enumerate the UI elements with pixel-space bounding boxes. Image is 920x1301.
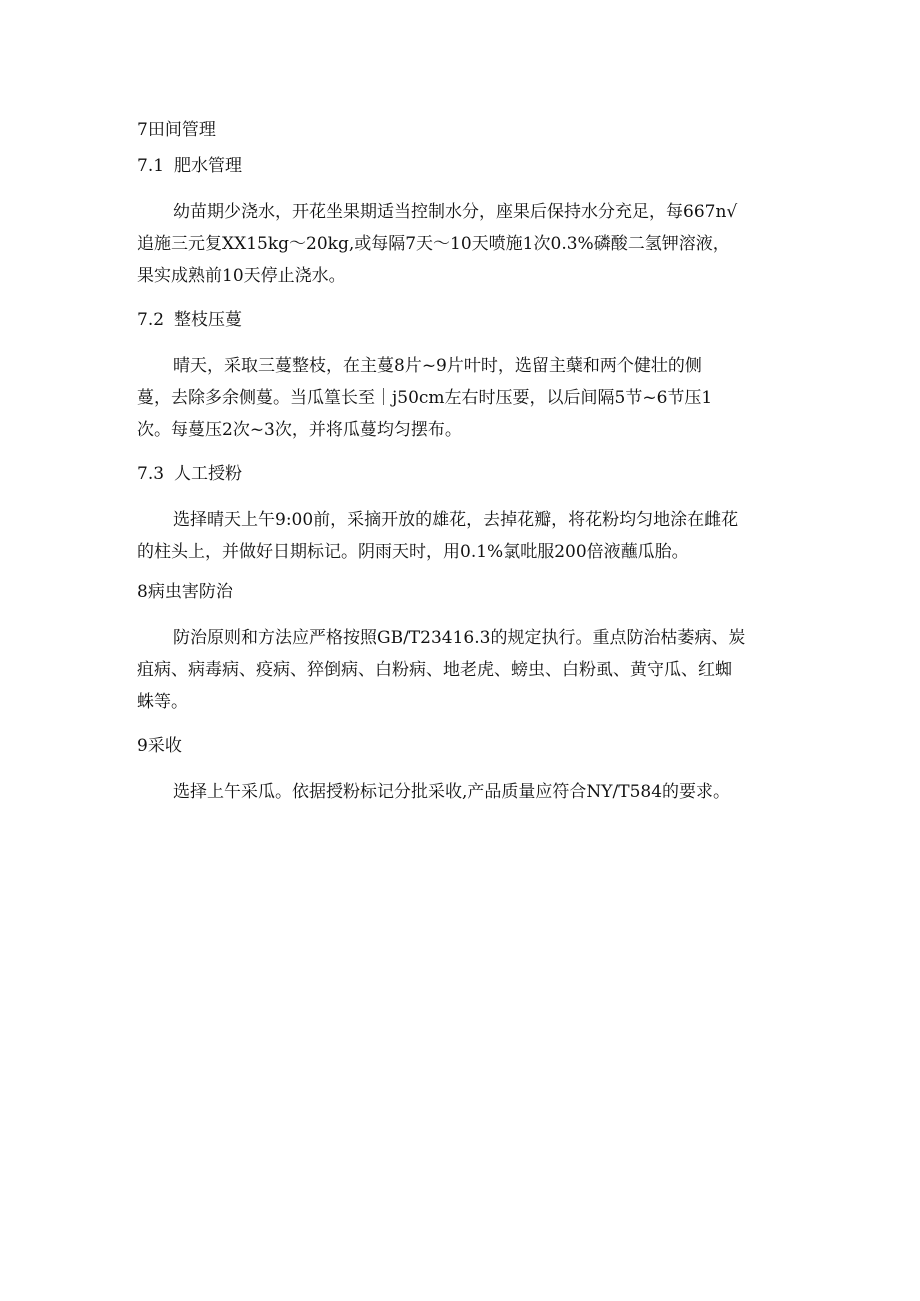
section-number: 7.1 bbox=[137, 156, 165, 176]
section-number: 7 bbox=[137, 120, 148, 140]
section-8-paragraph bbox=[137, 622, 787, 718]
paragraph-line: 幼苗期少浇水，开花坐果期适当控制水分，座果后保持水分充足，每667n√ bbox=[173, 202, 738, 222]
section-7-heading bbox=[137, 118, 216, 142]
section-9-heading bbox=[137, 734, 182, 758]
section-7-1-heading bbox=[137, 154, 242, 178]
paragraph-line: 追施三元复XX15kg～20kg,或每隔7天～10天喷施1次0.3%磷酸二氢钾溶液， bbox=[137, 234, 730, 254]
section-title: 整枝压蔓 bbox=[174, 310, 242, 330]
section-title: 人工授粉 bbox=[174, 464, 242, 484]
section-7-2-heading bbox=[137, 308, 242, 332]
section-title: 病虫害防治 bbox=[147, 582, 233, 602]
paragraph-line: 次。每蔓压2次~3次，并将瓜蔓均匀摆布。 bbox=[137, 420, 462, 440]
section-number: 9 bbox=[137, 736, 148, 756]
section-8-heading bbox=[137, 580, 233, 604]
section-title: 采收 bbox=[147, 736, 182, 756]
section-9-paragraph bbox=[137, 776, 787, 808]
section-7-1-paragraph bbox=[137, 196, 787, 292]
section-number: 7.3 bbox=[137, 464, 165, 484]
paragraph-line: 蛛等。 bbox=[137, 692, 188, 712]
paragraph-line: 选择晴天上午9:00前，采摘开放的雄花，去掉花瓣，将花粉均匀地涂在雌花 bbox=[173, 510, 739, 530]
section-title: 肥水管理 bbox=[174, 156, 242, 176]
section-7-3-paragraph bbox=[137, 504, 787, 568]
paragraph-line: 蔓，去除多余侧蔓。当瓜篁长至｜j50cm左右时压要，以后间隔5节~6节压1 bbox=[137, 388, 713, 408]
paragraph-line: 果实成熟前10天停止浇水。 bbox=[137, 266, 346, 286]
paragraph-line: 晴天，采取三蔓整枝，在主蔓8片~9片叶时，选留主蘖和两个健壮的侧 bbox=[173, 356, 702, 376]
paragraph-line: 防治原则和方法应严格按照GB/T23416.3的规定执行。重点防治枯萎病、炭 bbox=[173, 628, 746, 648]
section-title: 田间管理 bbox=[147, 120, 216, 140]
paragraph-line: 选择上午采瓜。依据授粉标记分批采收,产品质量应符合NY/T584的要求。 bbox=[173, 782, 731, 802]
paragraph-line: 疽病、病毒病、疫病、猝倒病、白粉病、地老虎、螃虫、白粉虱、黄守瓜、红蜘 bbox=[137, 660, 732, 680]
paragraph-line: 的柱头上，并做好日期标记。阴雨天时，用0.1%氯吡服200倍液蘸瓜胎。 bbox=[137, 542, 689, 562]
section-7-2-paragraph bbox=[137, 350, 787, 446]
section-number: 7.2 bbox=[137, 310, 165, 330]
section-number: 8 bbox=[137, 582, 148, 602]
section-7-3-heading bbox=[137, 462, 242, 486]
